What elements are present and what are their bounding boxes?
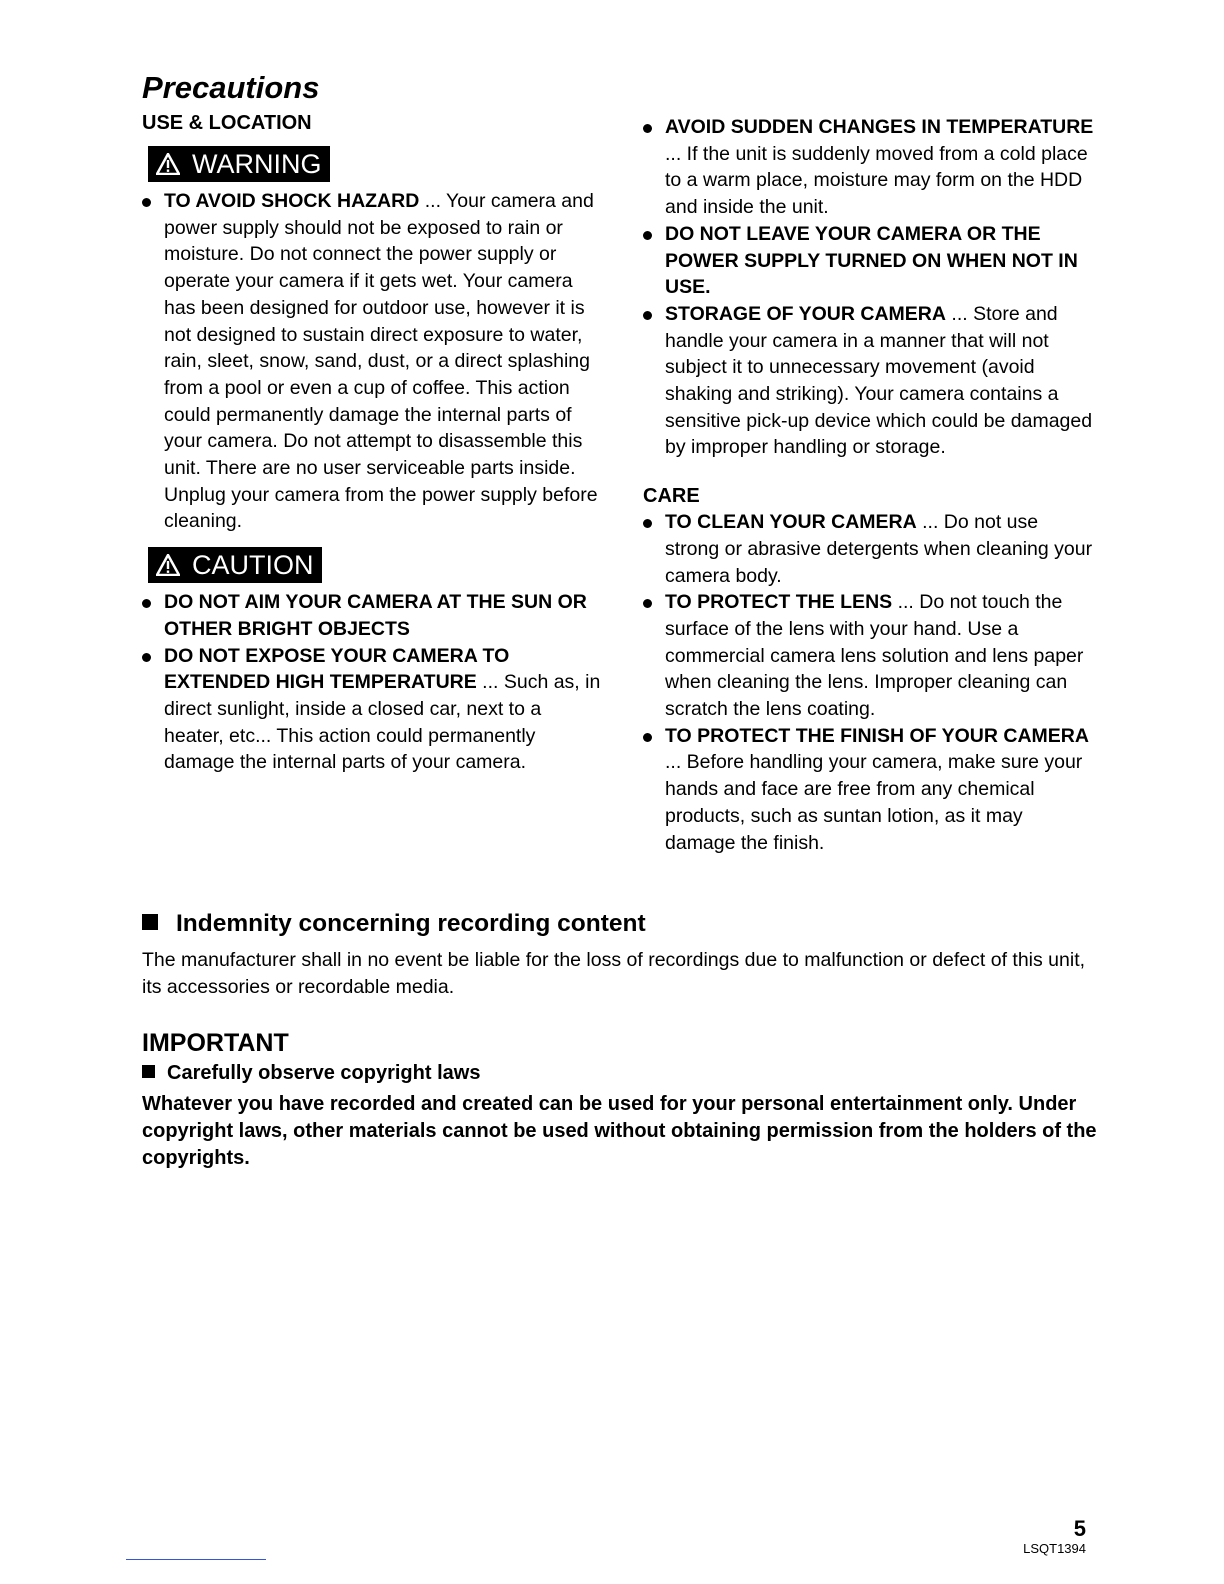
- important-section: [142, 1027, 1102, 1172]
- warning-label: WARNING: [192, 149, 322, 179]
- item-text: ... Your camera and power supply should not be exposed to rain or moisture. Do not connect the power supply or operate your camera if it gets wet. Your camera has been designed for outdoor use, however it is not designed to sustain direct exposure to water, rain, sleet, snow, sand, dust, or a direct splashing from a pool or even a cup of coffee. This action could permanently damage the internal parts of your camera. Do not attempt to disassemble this unit. There are no user serviceable parts inside. Unplug your camera from the power supply before cleaning.: [164, 190, 598, 533]
- warning-triangle-icon: [156, 153, 180, 175]
- bullet-icon: [643, 231, 652, 240]
- item-text: ... Such as, in direct sunlight, inside a closed car, next to a heater, etc... This action could permanently damage the internal parts of your camera.: [164, 671, 601, 774]
- item-bold: DO NOT LEAVE YOUR CAMERA OR THE POWER SUPPLY TURNED ON WHEN NOT IN USE.: [665, 222, 1078, 299]
- location-item: [643, 301, 1095, 461]
- square-bullet-icon: [142, 1065, 155, 1078]
- item-bold: DO NOT EXPOSE YOUR CAMERA TO EXTENDED HIGH TEMPERATURE: [164, 644, 510, 694]
- square-bullet-icon: [142, 914, 158, 930]
- caution-item: [142, 643, 602, 777]
- item-text: ... If the unit is suddenly moved from a cold place to a warm place, moisture may form on the HDD and inside the unit.: [665, 142, 1088, 219]
- indemnity-heading-text: Indemnity concerning recording content: [176, 910, 646, 937]
- item-bold: TO CLEAN YOUR CAMERA: [665, 511, 917, 534]
- care-item: [643, 723, 1095, 857]
- location-item: [643, 221, 1095, 301]
- item-bold: DO NOT AIM YOUR CAMERA AT THE SUN OR OTHER BRIGHT OBJECTS: [164, 591, 587, 640]
- item-bold: STORAGE OF YOUR CAMERA: [665, 302, 946, 325]
- copyright-text: Whatever you have recorded and created can be used for your personal entertainment only. Under copyright laws, other materials cannot be used without obtaining permission from the holders of the copyrights.: [142, 1093, 1097, 1169]
- bullet-icon: [643, 599, 652, 608]
- location-item: [643, 114, 1095, 221]
- page-title: Precautions: [142, 70, 320, 105]
- care-heading: CARE: [643, 485, 700, 508]
- care-item: [643, 589, 1095, 723]
- warning-item: [142, 188, 602, 535]
- bullet-icon: [643, 311, 652, 320]
- item-bold: TO PROTECT THE LENS: [665, 591, 893, 614]
- item-text: ... Do not use strong or abrasive detergents when cleaning your camera body.: [665, 511, 1093, 587]
- item-text: ... Before handling your camera, make sure your hands and face are free from any chemical products, such as suntan lotion, as it may damage the finish.: [665, 751, 1083, 854]
- left-column: [142, 70, 602, 776]
- item-bold: TO AVOID SHOCK HAZARD: [164, 190, 420, 212]
- bullet-icon: [643, 733, 652, 742]
- item-text: ... Do not touch the surface of the lens with your hand. Use a commercial camera lens solution and lens paper when cleaning the lens. Improper cleaning can scratch the lens coating.: [665, 591, 1084, 721]
- warning-box: [148, 146, 330, 182]
- page-number: 5: [1073, 1516, 1086, 1541]
- footer-rule: [126, 1559, 266, 1560]
- right-column: [643, 114, 1095, 856]
- item-bold: TO PROTECT THE FINISH OF YOUR CAMERA: [665, 724, 1089, 747]
- copyright-subheading-text: Carefully observe copyright laws: [167, 1062, 481, 1084]
- bullet-icon: [142, 653, 151, 662]
- important-heading: IMPORTANT: [142, 1029, 289, 1057]
- indemnity-heading: [142, 907, 1102, 941]
- item-bold: AVOID SUDDEN CHANGES IN TEMPERATURE: [665, 116, 1094, 138]
- item-text: ... Store and handle your camera in a manner that will not subject it to unnecessary movement (avoid shaking and striking). Your camera contains a sensitive pick-up device which could be damaged by improper handling or storage.: [665, 302, 1093, 459]
- caution-item: [142, 589, 602, 642]
- use-location-heading: USE & LOCATION: [142, 112, 312, 134]
- bullet-icon: [643, 519, 652, 528]
- caution-label: CAUTION: [192, 550, 314, 581]
- copyright-subheading: [142, 1059, 1102, 1087]
- bullet-icon: [643, 124, 652, 133]
- caution-triangle-icon: [156, 554, 180, 576]
- bullet-icon: [142, 599, 151, 608]
- bullet-icon: [142, 198, 151, 207]
- indemnity-text: The manufacturer shall in no event be liable for the loss of recordings due to malfunction or defect of this unit, its accessories or recordable media.: [142, 949, 1086, 998]
- indemnity-section: [142, 907, 1102, 1000]
- document-code: LSQT1394: [1023, 1541, 1086, 1556]
- care-item: [643, 509, 1095, 589]
- caution-box: [148, 547, 322, 583]
